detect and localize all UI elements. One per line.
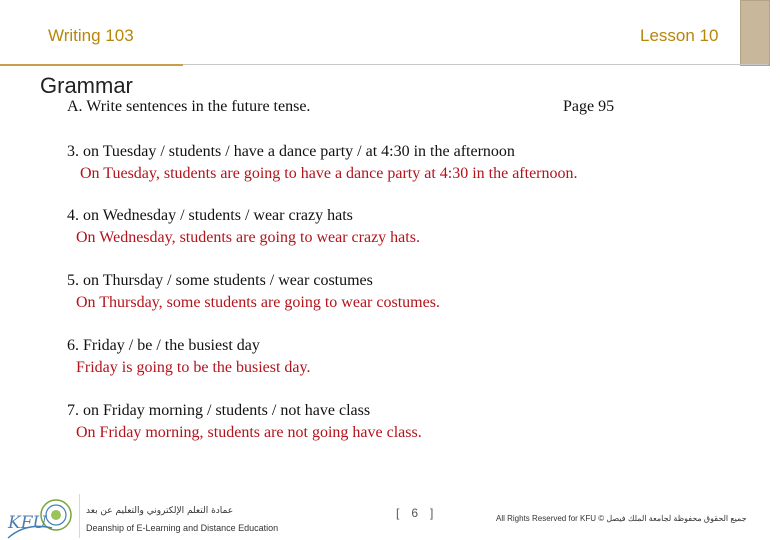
bracket-left: [ [396,506,400,520]
page-reference: Page 95 [563,98,615,115]
exercise-item [67,205,420,249]
header-rule [183,64,768,65]
page-number: 6 [411,506,419,520]
exercise-answer: On Thursday, some students are going to wear costumes. [76,294,440,311]
kfu-logo [6,498,76,540]
exercise-prompt: 5. on Thursday / some students / wear costumes [67,272,373,289]
exercise-item [67,335,311,379]
page-number-indicator [390,506,439,520]
exercise-item [67,270,440,314]
deanship-arabic: عمادة التعلم الإلكتروني والتعليم عن بعد [86,506,234,516]
course-title: Writing 103 [48,26,134,45]
exercise-item [67,400,422,444]
instruction-text: A. Write sentences in the future tense. [67,98,311,115]
exercise-prompt: 3. on Tuesday / students / have a dance party / at 4:30 in the afternoon [67,143,515,160]
corner-decoration [740,0,770,66]
section-title: Grammar [40,73,133,98]
copyright-notice: All Rights Reserved for KFU © جميع الحقوق محفوظة لجامعة الملك فيصل [496,514,747,523]
header-rule-accent [0,64,183,66]
exercise-answer: On Tuesday, students are going to have a dance party at 4:30 in the afternoon. [80,165,578,182]
kfu-logo-text: KFU [8,513,47,533]
exercise-prompt: 7. on Friday morning / students / not have class [67,402,371,419]
exercise-answer: On Friday morning, students are not going have class. [76,424,422,441]
deanship-english: Deanship of E-Learning and Distance Education [86,523,279,533]
exercise-answer: Friday is going to be the busiest day. [76,359,311,376]
bracket-right: ] [430,506,434,520]
exercise-prompt: 6. Friday / be / the busiest day [67,337,260,354]
footer-divider [79,494,80,538]
exercise-answer: On Wednesday, students are going to wear crazy hats. [76,229,420,246]
lesson-title: Lesson 10 [640,26,719,45]
exercise-item [67,141,578,185]
exercise-prompt: 4. on Wednesday / students / wear crazy hats [67,207,353,224]
